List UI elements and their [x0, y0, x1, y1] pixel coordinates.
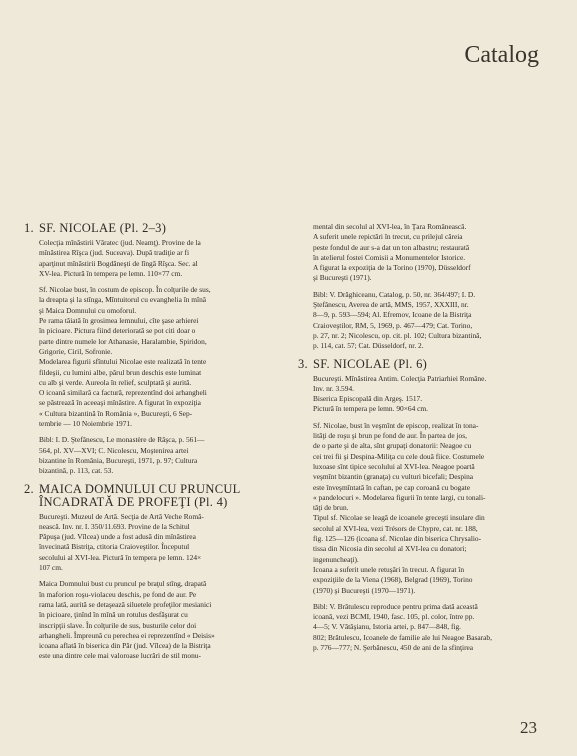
entry-3-heading: [298, 358, 548, 371]
entry-2-heading: [24, 483, 268, 509]
catalog-entry-2: [24, 483, 268, 662]
page-number: 23: [520, 718, 537, 737]
entry-1-provenance: Colecţia mînăstirii Văratec (jud. Neamţ). Provine de la mînăstirea Rîşca (jud. Suceava). După tradiţie ar fi aparţinut mînăstirii Bogdăneşti de lîngă Rîşca. Sec. al XV-lea. Pictură în tempera pe lemn. 110×77 cm.: [39, 238, 201, 278]
catalog-entry-3: [298, 358, 548, 654]
entry-3-bibliography: Bibl: V. Brătulescu reproduce pentru prima dată această icoană, vezi BCMI, 1940, fasc. 105, pl. color, între pp. 4—5; V. Vătăşianu, Istoria artei, p. 847—848, fig. 802; Brătulescu, Icoanele de familie ale lui Neagoe Basarab, p. 776—777; N. Şerbănescu, 450 de ani de la sfinţirea: [313, 601, 492, 652]
entry-2-number: 2.: [24, 481, 34, 496]
entry-1-bibliography: Bibl: I. D. Ştefănescu, Le monastère de Râşca, p. 561— 564, pl. XV—XVI; C. Nicolescu, Moştenirea artei bizantine în România, Bucureşti, 1971, p. 97; Cultura bizantină, p. 113, cat. 53.: [39, 435, 205, 476]
entry-1-description: Sf. Nicolae bust, în costum de episcop. În colţurile de sus, la dreapta şi la stînga, Mîntuitorul cu evanghelia în mînă şi Maica Domnului cu omoforul. Pe rama tăiată în grosimea lemnului, cîte şase arhierei în picioare. Pictura fiind deteriorată se pot citi doar o parte dintre numele lor Athanasie, Haralambie, Spiridon, Grigorie, Ciril, Sofronie. Modelarea figurii sfîntului Nicolae este realizată în tente fildeşii, cu lumini albe, părul brun deschis este luminat cu alb şi verde. Aureola în relief, sculptată şi aurită. O icoană similară ca factură, reprezentînd doi arhangheli se păstrează în aceeaşi mînăstire. A figurat în expoziţia « Cultura bizantină în România », Bucureşti, 6 Sep- tembrie — 10 Noiembrie 1971.: [39, 285, 211, 429]
entry-1-number: 1.: [24, 221, 34, 235]
entry-2-bibliography: Bibl: V. Drăghiceanu, Catalog, p. 50, nr. 364/497; I. D. Ştefănescu, Averea de artă, MMS, 1957, XXXIII, nr. 8—9, p. 593—594; Al. Efremov, Icoane de la Bistriţa Craioveştilor, RM, 5, 1969, p. 467—479; Cat. Torino, p. 27, nr. 2; Nicolescu, op. cit. pl. 102; Cultura bizantină, p. 114, cat. 57; Cat. Düsseldorf, nr. 2.: [313, 289, 482, 351]
entry-2-description-continued: mental din secolul al XVI-lea, în Ţara Românească. A suferit unele repictări în trecut, cu prilejul căreia peste fondul de aur s-a dat un ton albastru; restaurată în atelierul fostei Comisii a Monumentelor Istorice. A figurat la expoziţia de la Torino (1970), Düsseldorf şi Bucureşti (1971).: [313, 222, 471, 283]
entry-3-description: Sf. Nicolae, bust în veşmînt de episcop, realizat în tona- lităţi de roşu şi brun pe fond de aur. În partea de jos, de o parte şi de alta, sînt grupaţi donatorii: Neagoe cu cei trei fii şi Despina-Miliţa cu cele două fiice. Costumele luxoase sînt tipice secolului al XVI-lea. Neagoe poartă veşmînt bizantin (granaţa) cu vulturi bicefali; Despina este înveşmîntată în caftan, pe cap coroană cu bogate « pandelocuri ». Modelarea figurii în tente largi, cu tonali- tăţi de brun. Tipul sf. Nicolae se leagă de icoanele greceşti insulare din secolul al XVI-lea, vezi Trésors de Chypre, cat. nr. 188, fig. 125—126 (icoana sf. Nicolae din biserica Chrysalio- tissa din Nicosia din secolul al XVI-lea cu donatori; ingenuncheaţi). Icoana a suferit unele retuşări în trecut. A figurat în expoziţiile de la Viena (1968), Belgrad (1969), Torino (1970) şi Bucureşti (1970—1971).: [313, 420, 486, 595]
entry-2-title: MAICA DOMNULUI CU PRUNCUL ÎNCADRATĂ DE PROFEŢI (Pl. 4): [39, 481, 241, 509]
entry-3-number: 3.: [298, 356, 308, 371]
catalog-entry-1: [24, 222, 268, 477]
entry-2-provenance: Bucureşti. Muzeul de Artă. Secţia de Artă Veche Romă- nească. Inv. nr. I. 350/11.693. Provine de la Schitul Păpuşa (jud. Vîlcea) unde a fost adusă din mînăstirea învecinată Bistriţa, ctitoria Craioveştilor. Începutul secolului al XVI-lea. Pictură în tempera pe lemn. 124× 107 cm.: [39, 511, 204, 573]
entry-2-description: Maica Domnului bust cu pruncul pe braţul stîng, drapată în maforion roşu-violaceu deschis, pe fond de aur. Pe rama lată, aurită se detaşează siluetele profeţilor mesianici în picioare, ţinînd în mînă un rotulus desfăşurat cu inscripţii slave. În colţurile de sus, busturile celor doi arhangheli. Împreună cu perechea ei reprezentînd « Deisis» icoana aflată în biserica din Păr (jud. Vîlcea) de la Bistriţa este una dintre cele mai valoroase lucrări de stil monu-: [39, 579, 215, 661]
entry-1-heading: [24, 222, 268, 235]
right-column: [298, 222, 548, 659]
entry-3-provenance: Bucureşti. Mînăstirea Antim. Colecţia Patriarhiei Române. Inv. nr. 3.594. Biserica Episcopală din Argeş. 1517. Pictură în tempera pe lemn. 90×64 cm.: [313, 373, 487, 414]
entry-1-title: SF. NICOLAE (Pl. 2–3): [39, 221, 167, 235]
entry-3-title: SF. NICOLAE (Pl. 6): [313, 356, 428, 371]
left-column: [24, 222, 268, 668]
running-header: Catalog: [464, 42, 539, 68]
